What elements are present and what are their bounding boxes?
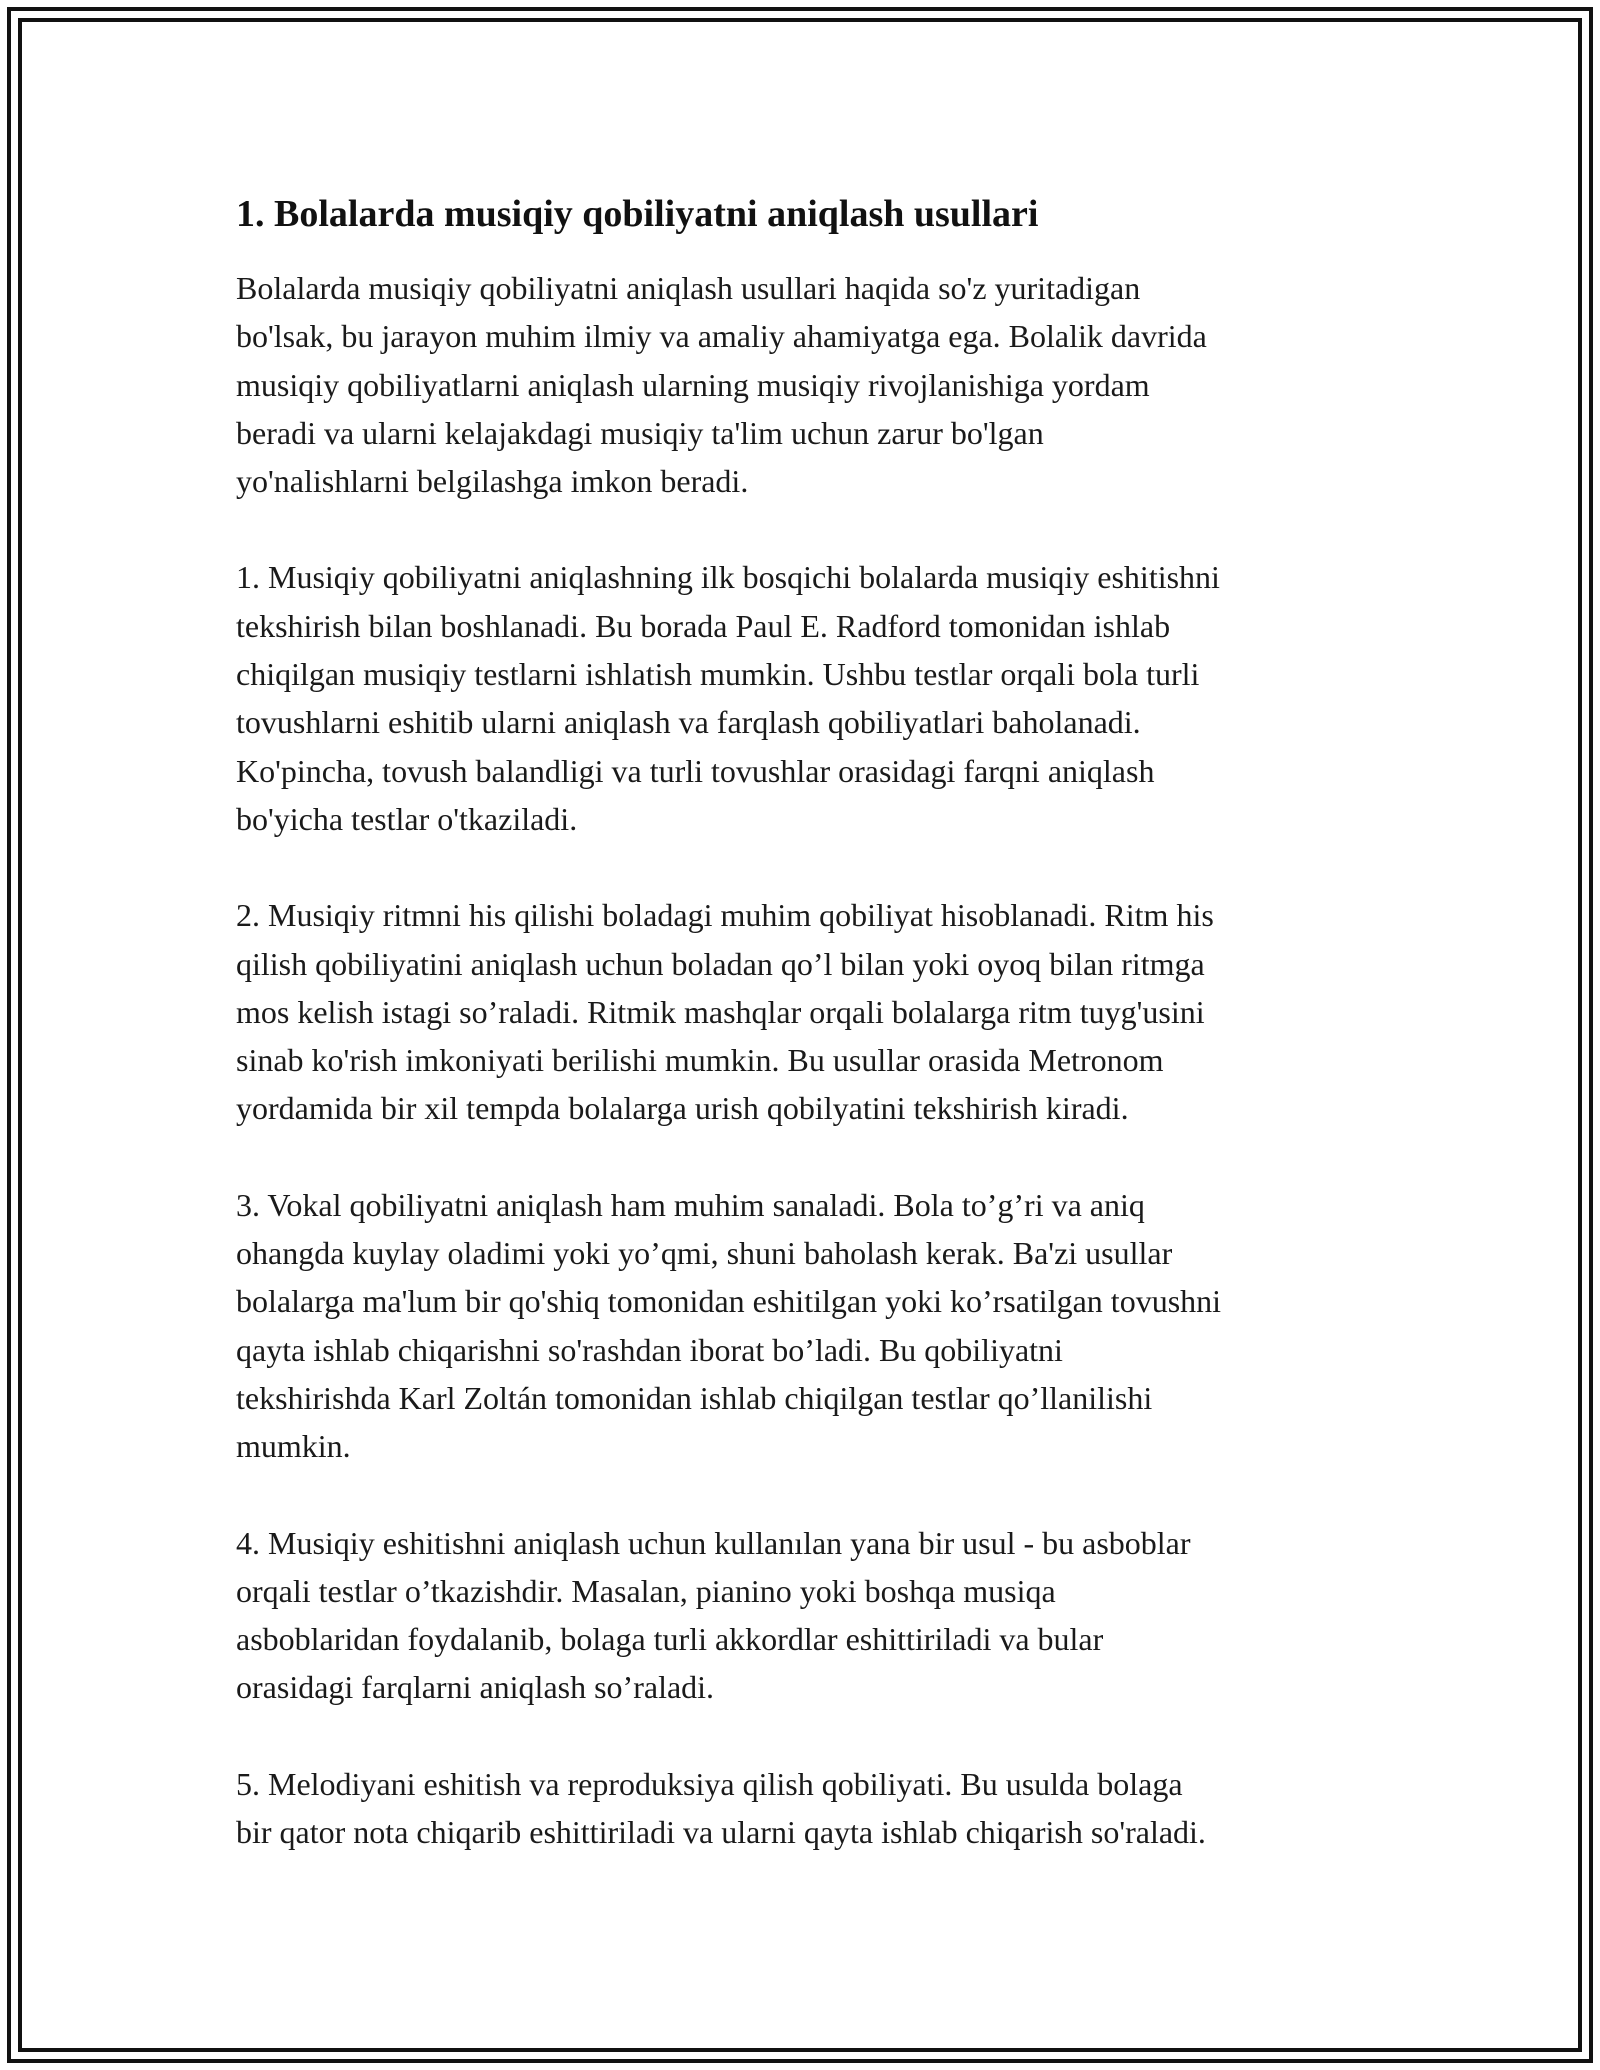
method-4-paragraph: 4. Musiqiy eshitishni aniqlash uchun kullanılan yana bir usul - bu asboblar orqali testlar o’tkazishdir. Masalan, pianino yoki boshqa musiqa asboblaridan foydalanib, bolaga turli akkordlar eshittiriladi va bular orasidagi farqlarni aniqlash so’raladi. [236, 1524, 1191, 1706]
method-5-paragraph: 5. Melodiyani eshitish va reproduksiya qilish qobiliyati. Bu usulda bolaga bir qator nota chiqarib eshittiriladi va ularni qayta ishlab chiqarish so'raladi. [236, 1765, 1206, 1851]
document-title: 1. Bolalarda musiqiy qobiliyatni aniqlash usullari [236, 193, 1039, 235]
method-2-paragraph: 2. Musiqiy ritmni his qilishi boladagi muhim qobiliyat hisoblanadi. Ritm his qilish qobiliyatini aniqlash uchun boladan qo’l bilan yoki oyoq bilan ritmga mos kelish istagi so’raladi. Ritmik mashqlar orqali bolalarga ritm tuyg'usini sinab ko'rish imkoniyati berilishi mumkin. Bu usullar orasida Metronom yordamida bir xil tempda bolalarga urish qobilyatini tekshirish kiradi. [236, 897, 1214, 1127]
intro-paragraph: Bolalarda musiqiy qobiliyatni aniqlash usullari haqida so'z yuritadigan bo'lsak, bu jarayon muhim ilmiy va amaliy ahamiyatga ega. Bolalik davrida musiqiy qobiliyatlarni aniqlash ularning musiqiy rivojlanishiga yordam beradi va ularni kelajakdagi musiqiy ta'lim uchun zarur bo'lgan yo'nalishlarni belgilashga imkon beradi. [236, 270, 1207, 500]
document-body [236, 186, 1376, 1856]
method-3-paragraph: 3. Vokal qobiliyatni aniqlash ham muhim sanaladi. Bola to’g’ri va aniq ohangda kuylay oladimi yoki yo’qmi, shuni baholash kerak. Ba'zi usullar bolalarga ma'lum bir qo'shiq tomonidan eshitilgan yoki ko’rsatilgan tovushni qayta ishlab chiqarishni so'rashdan iborat bo’ladi. Bu qobiliyatni tekshirishda Karl Zoltán tomonidan ishlab chiqilgan testlar qo’llanilishi mumkin. [236, 1186, 1222, 1465]
method-1-paragraph: 1. Musiqiy qobiliyatni aniqlashning ilk bosqichi bolalarda musiqiy eshitishni tekshirish bilan boshlanadi. Bu borada Paul E. Radford tomonidan ishlab chiqilgan musiqiy testlarni ishlatish mumkin. Ushbu testlar orqali bola turli tovushlarni eshitib ularni aniqlash va farqlash qobiliyatlari baholanadi. Ko'pincha, tovush balandligi va turli tovushlar orasidagi farqni aniqlash bo'yicha testlar o'tkaziladi. [236, 559, 1220, 837]
